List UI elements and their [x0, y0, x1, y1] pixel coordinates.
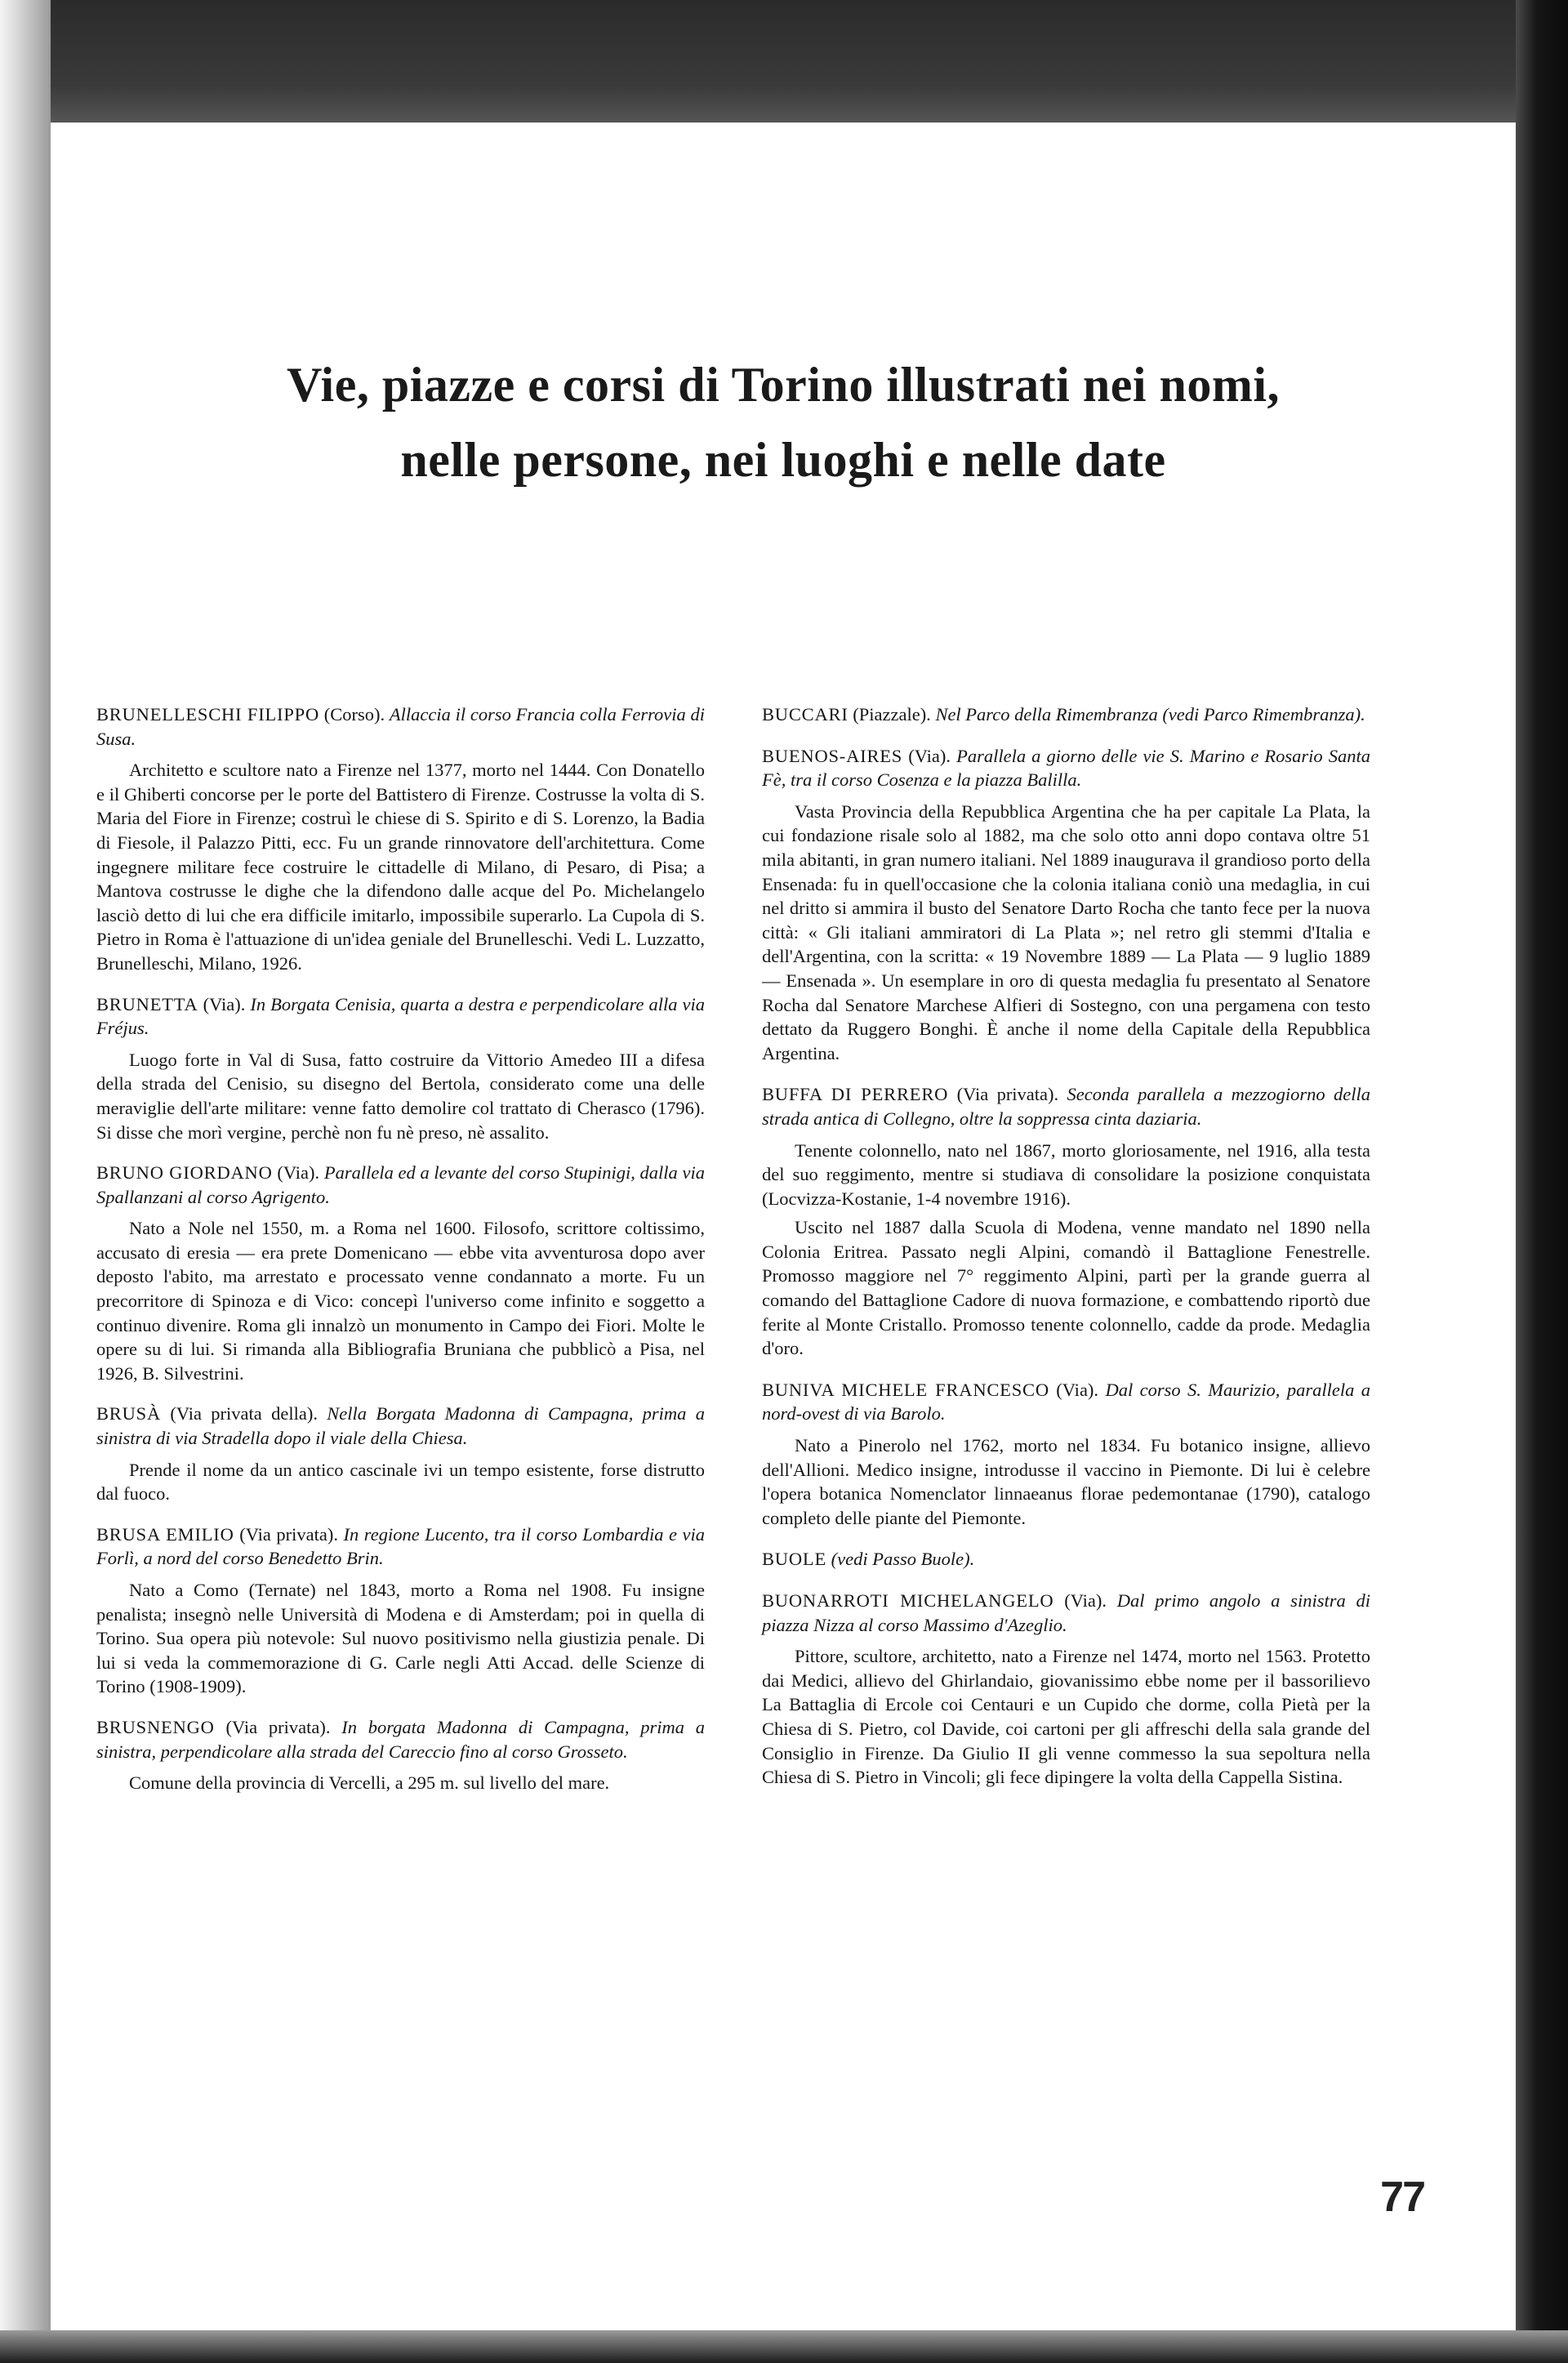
entry-heading — [96, 1161, 705, 1209]
entry-street-type: (Via). — [277, 1162, 320, 1184]
street-entry — [762, 744, 1370, 1066]
street-entry — [96, 1402, 705, 1505]
street-entry — [96, 992, 705, 1145]
entry-description — [762, 1644, 1370, 1790]
street-entry — [762, 702, 1370, 727]
street-entry — [96, 702, 705, 976]
entry-heading — [762, 1589, 1370, 1637]
scan-edge-bottom — [0, 2330, 1568, 2363]
entry-paragraph: Nato a Como (Ternate) nel 1843, morto a Roma nel 1908. Fu insigne penalista; insegnò nelle Università di Modena e di Amsterdam; poi in quella di Torino. Sua opera più notevole: Sul nuovo positivismo nella giustizia penale. Di lui si veda la commemorazione di G. Carle negli Atti Accad. delle Scienze di Torino (1908-1909). — [96, 1580, 705, 1697]
entry-paragraph: Nato a Pinerolo nel 1762, morto nel 1834. Fu botanico insigne, allievo dell'Allioni. Medico insigne, introdusse il vaccino in Piemonte. Di lui è celebre l'opera botanica Nomenclator linnaeanus florae pedemontanae (1790), catalogo completo delle piante del Piemonte. — [762, 1435, 1370, 1528]
entry-heading — [96, 1715, 705, 1763]
entry-description — [96, 1458, 705, 1506]
entry-street-name: BRUNELLESCHI FILIPPO — [96, 704, 320, 725]
entry-location-note: In Borgata Cenisia, quarta a destra e perpendicolare alla via Fréjus. — [96, 993, 705, 1039]
scan-edge-top — [0, 0, 1568, 123]
entry-location-note: Seconda parallela a mezzogiorno della strada antica di Collegno, oltre la soppressa cinta daziaria. — [762, 1084, 1370, 1129]
entry-heading — [96, 992, 705, 1041]
entry-street-type: (Piazzale). — [853, 704, 931, 725]
entry-street-type: (Via). — [203, 993, 246, 1014]
entry-paragraph: Uscito nel 1887 dalla Scuola di Modena, venne mandato nel 1890 nella Colonia Eritrea. Passato negli Alpini, comandò il Battaglione Fenestrelle. Promosso maggiore nel 7° reggimento Alpini, partì per la grande guerra al comando del Battaglione Cadore di nuova formazione, e combattendo riportò due ferite al Monte Cristallo. Promosso tenente colonnello, cadde da prode. Medaglia d'oro. — [762, 1217, 1370, 1359]
entry-street-type: (Via). — [1056, 1379, 1099, 1400]
entry-location-note: (vedi Passo Buole). — [831, 1549, 975, 1570]
entry-street-name: BUNIVA MICHELE FRANCESCO — [762, 1379, 1049, 1400]
scan-edge-left — [0, 0, 51, 2363]
entry-description — [96, 758, 705, 975]
entry-paragraph: Architetto e scultore nato a Firenze nel 1377, morto nel 1444. Con Donatello e il Ghiberti concorse per le porte del Battistero di Firenze. Costrusse la volta di S. Maria del Fiore in Firenze; costruì le chiese di S. Spirito e di S. Lorenzo, la Badia di Fiesole, il Palazzo Pitti, ecc. Fu un grande rinnovatore dell'architettura. Come ingegnere militare fece costruire le cittadelle di Milano, di Pesaro, di Pisa; a Mantova costrusse le dighe che la difendono dalle acque del Po. Michelangelo lasciò detto di lui che era difficile imitarlo, impossibile superarlo. La Cupola di S. Pietro in Roma è l'attuazione di un'idea geniale del Brunelleschi. Vedi L. Luzzatto, Brunelleschi, Milano, 1926. — [96, 760, 705, 974]
entry-location-note: Parallela a giorno delle vie S. Marino e Rosario Santa Fè, tra il corso Cosenza e la piazza Balilla. — [762, 745, 1371, 791]
entry-paragraph: Comune della provincia di Vercelli, a 295 m. sul livello del mare. — [129, 1772, 610, 1794]
entry-heading — [762, 1378, 1370, 1426]
entry-description — [96, 1771, 705, 1795]
entry-heading — [96, 702, 705, 751]
street-entry — [762, 1378, 1370, 1531]
entry-location-note: Nella Borgata Madonna di Campagna, prima a sinistra di via Stradella dopo il viale della Chiesa. — [96, 1403, 706, 1449]
entry-street-type: (Via privata). — [239, 1523, 338, 1545]
entry-heading — [762, 1082, 1370, 1130]
entry-paragraph: Vasta Provincia della Repubblica Argentina che ha per capitale La Plata, la cui fondazione risale solo al 1882, ma che solo otto anni dopo contava oltre 51 mila abitanti, in gran numero italiani. Nel 1889 inaugurava il grandioso porto della Ensenada: fu in quell'occasione che la colonia italiana coniò una medaglia, in cui nel dritto si ammira il busto del Senatore Darto Rocha che tanto fece per la nuova città: « Gli italiani ammiratori di La Plata »; nel retro gli stemmi d'Italia e dell'Argentina, con la scritta: « 19 Novembre 1889 — La Plata — 9 luglio 1889 — Ensenada ». Un esemplare in oro di questa medaglia fu presentato al Senatore Rocha dal Senatore Marchese Alfieri di Sostegno, con una pergamena con testo dettato da Ruggero Bonghi. È anche il nome della Capitale della Repubblica Argentina. — [762, 800, 1370, 1063]
entry-location-note: Allaccia il corso Francia colla Ferrovia di Susa. — [96, 704, 705, 749]
entry-heading — [762, 1547, 1370, 1572]
street-entry — [96, 1715, 705, 1795]
entry-paragraph: Prende il nome da un antico cascinale ivi un tempo esistente, forse distrutto dal fuoco. — [96, 1459, 705, 1505]
page-title — [51, 347, 1516, 497]
entry-heading — [762, 744, 1370, 792]
two-column-body — [96, 702, 1370, 1812]
entry-location-note: In regione Lucento, tra il corso Lombardia e via Forlì, a nord del corso Benedetto Brin. — [96, 1523, 706, 1569]
street-entry — [762, 1082, 1370, 1361]
entry-street-name: BRUSA EMILIO — [96, 1523, 234, 1545]
street-entry — [96, 1161, 705, 1385]
entry-street-name: BUENOS-AIRES — [762, 745, 903, 766]
entry-description — [762, 1139, 1370, 1361]
entry-description — [96, 1578, 705, 1699]
entry-location-note: Dal corso S. Maurizio, parallela a nord-ovest di via Barolo. — [762, 1379, 1370, 1424]
entry-location-note: Dal primo angolo a sinistra di piazza Nizza al corso Massimo d'Azeglio. — [762, 1590, 1371, 1635]
page-title-line-1: Vie, piazze e corsi di Torino illustrati nei nomi, — [286, 358, 1281, 412]
street-entry — [96, 1523, 705, 1699]
street-entry — [762, 1589, 1370, 1790]
entry-paragraph: Nato a Nole nel 1550, m. a Roma nel 1600. Filosofo, scrittore coltissimo, accusato di eresia — era prete Domenicano — ebbe vita avventurosa dopo aver deposto l'abito, ma arrestato e processato venne condannato a morte. Fu un precorritore di Spinoza e di Vico: concepì l'universo come infinito e soggetto a continuo divenire. Roma gli innalzò un monumento in Campo dei Fiori. Molte le opere su di lui. Si rimanda alla Bibliografia Bruniana che pubblicò a Pisa, nel 1926, B. Silvestrini. — [96, 1218, 705, 1384]
entry-street-name: BUONARROTI MICHELANGELO — [762, 1590, 1054, 1611]
entry-description — [96, 1048, 705, 1144]
entry-street-type: (Via). — [1064, 1590, 1107, 1611]
page-number: 77 — [1380, 2174, 1424, 2221]
entry-heading — [96, 1402, 705, 1450]
entry-street-name: BRUNO GIORDANO — [96, 1162, 273, 1184]
left-column — [96, 702, 705, 1812]
entry-street-type: (Via privata). — [956, 1084, 1059, 1105]
entry-street-type: (Via privata della). — [170, 1403, 318, 1424]
entry-location-note: In borgata Madonna di Campagna, prima a sinistra, perpendicolare alla strada del Careccio fino al corso Grosseto. — [96, 1716, 706, 1762]
entry-description — [96, 1216, 705, 1385]
street-entry — [762, 1547, 1370, 1572]
entry-street-type: (Corso). — [323, 704, 385, 725]
entry-paragraph: Luogo forte in Val di Susa, fatto costruire da Vittorio Amedeo III a difesa della strada del Cenisio, su disegno del Bertola, considerato come una delle meraviglie dell'arte militare: venne fatto demolire col trattato di Cherasco (1796). Si disse che morì vergine, perchè non fu nè preso, nè assalito. — [96, 1049, 705, 1143]
page-title-line-2: nelle persone, nei luoghi e nelle date — [400, 433, 1166, 488]
right-column — [762, 702, 1370, 1812]
entry-heading — [96, 1523, 705, 1571]
document-page — [51, 123, 1516, 2330]
entry-street-name: BRUNETTA — [96, 993, 198, 1014]
entry-description — [762, 800, 1370, 1066]
entry-street-type: (Via). — [908, 745, 951, 766]
entry-street-name: BRUSNENGO — [96, 1716, 215, 1737]
entry-description — [762, 1433, 1370, 1530]
entry-paragraph: Tenente colonnello, nato nel 1867, morto gloriosamente, nel 1916, alla testa del suo reggimento, mentre si studiava di consolidare la posizione conquistata (Locvizza-Kostanie, 1-4 novembre 1916). — [762, 1139, 1370, 1209]
entry-street-name: BUOLE — [762, 1549, 826, 1570]
scan-edge-right — [1516, 0, 1568, 2363]
entry-location-note: Nel Parco della Rimembranza (vedi Parco Rimembranza). — [935, 704, 1365, 725]
entry-paragraph: Pittore, scultore, architetto, nato a Firenze nel 1474, morto nel 1563. Protetto dai Medici, allievo del Ghirlandaio, giovanissimo ebbe nome per il bassorilievo La Battaglia di Ercole coi Centauri e un Cupido che dorme, colla Pietà per la Chiesa di S. Pietro, col Davide, coi cartoni per gli affreschi della sala grande del Consiglio in Firenze. Da Giulio II gli venne commesso la sua sepoltura nella Chiesa di S. Pietro in Vincoli; gli fece dipingere la volta della Cappella Sistina. — [762, 1646, 1370, 1788]
entry-street-name: BUFFA DI PERRERO — [762, 1084, 949, 1105]
entry-street-name: BUCCARI — [762, 704, 849, 725]
entry-location-note: Parallela ed a levante del corso Stupinigi, dalla via Spallanzani al corso Agrigento. — [96, 1162, 705, 1207]
entry-street-type: (Via privata). — [225, 1716, 331, 1737]
entry-heading — [762, 702, 1370, 727]
entry-street-name: BRUSÀ — [96, 1403, 162, 1424]
